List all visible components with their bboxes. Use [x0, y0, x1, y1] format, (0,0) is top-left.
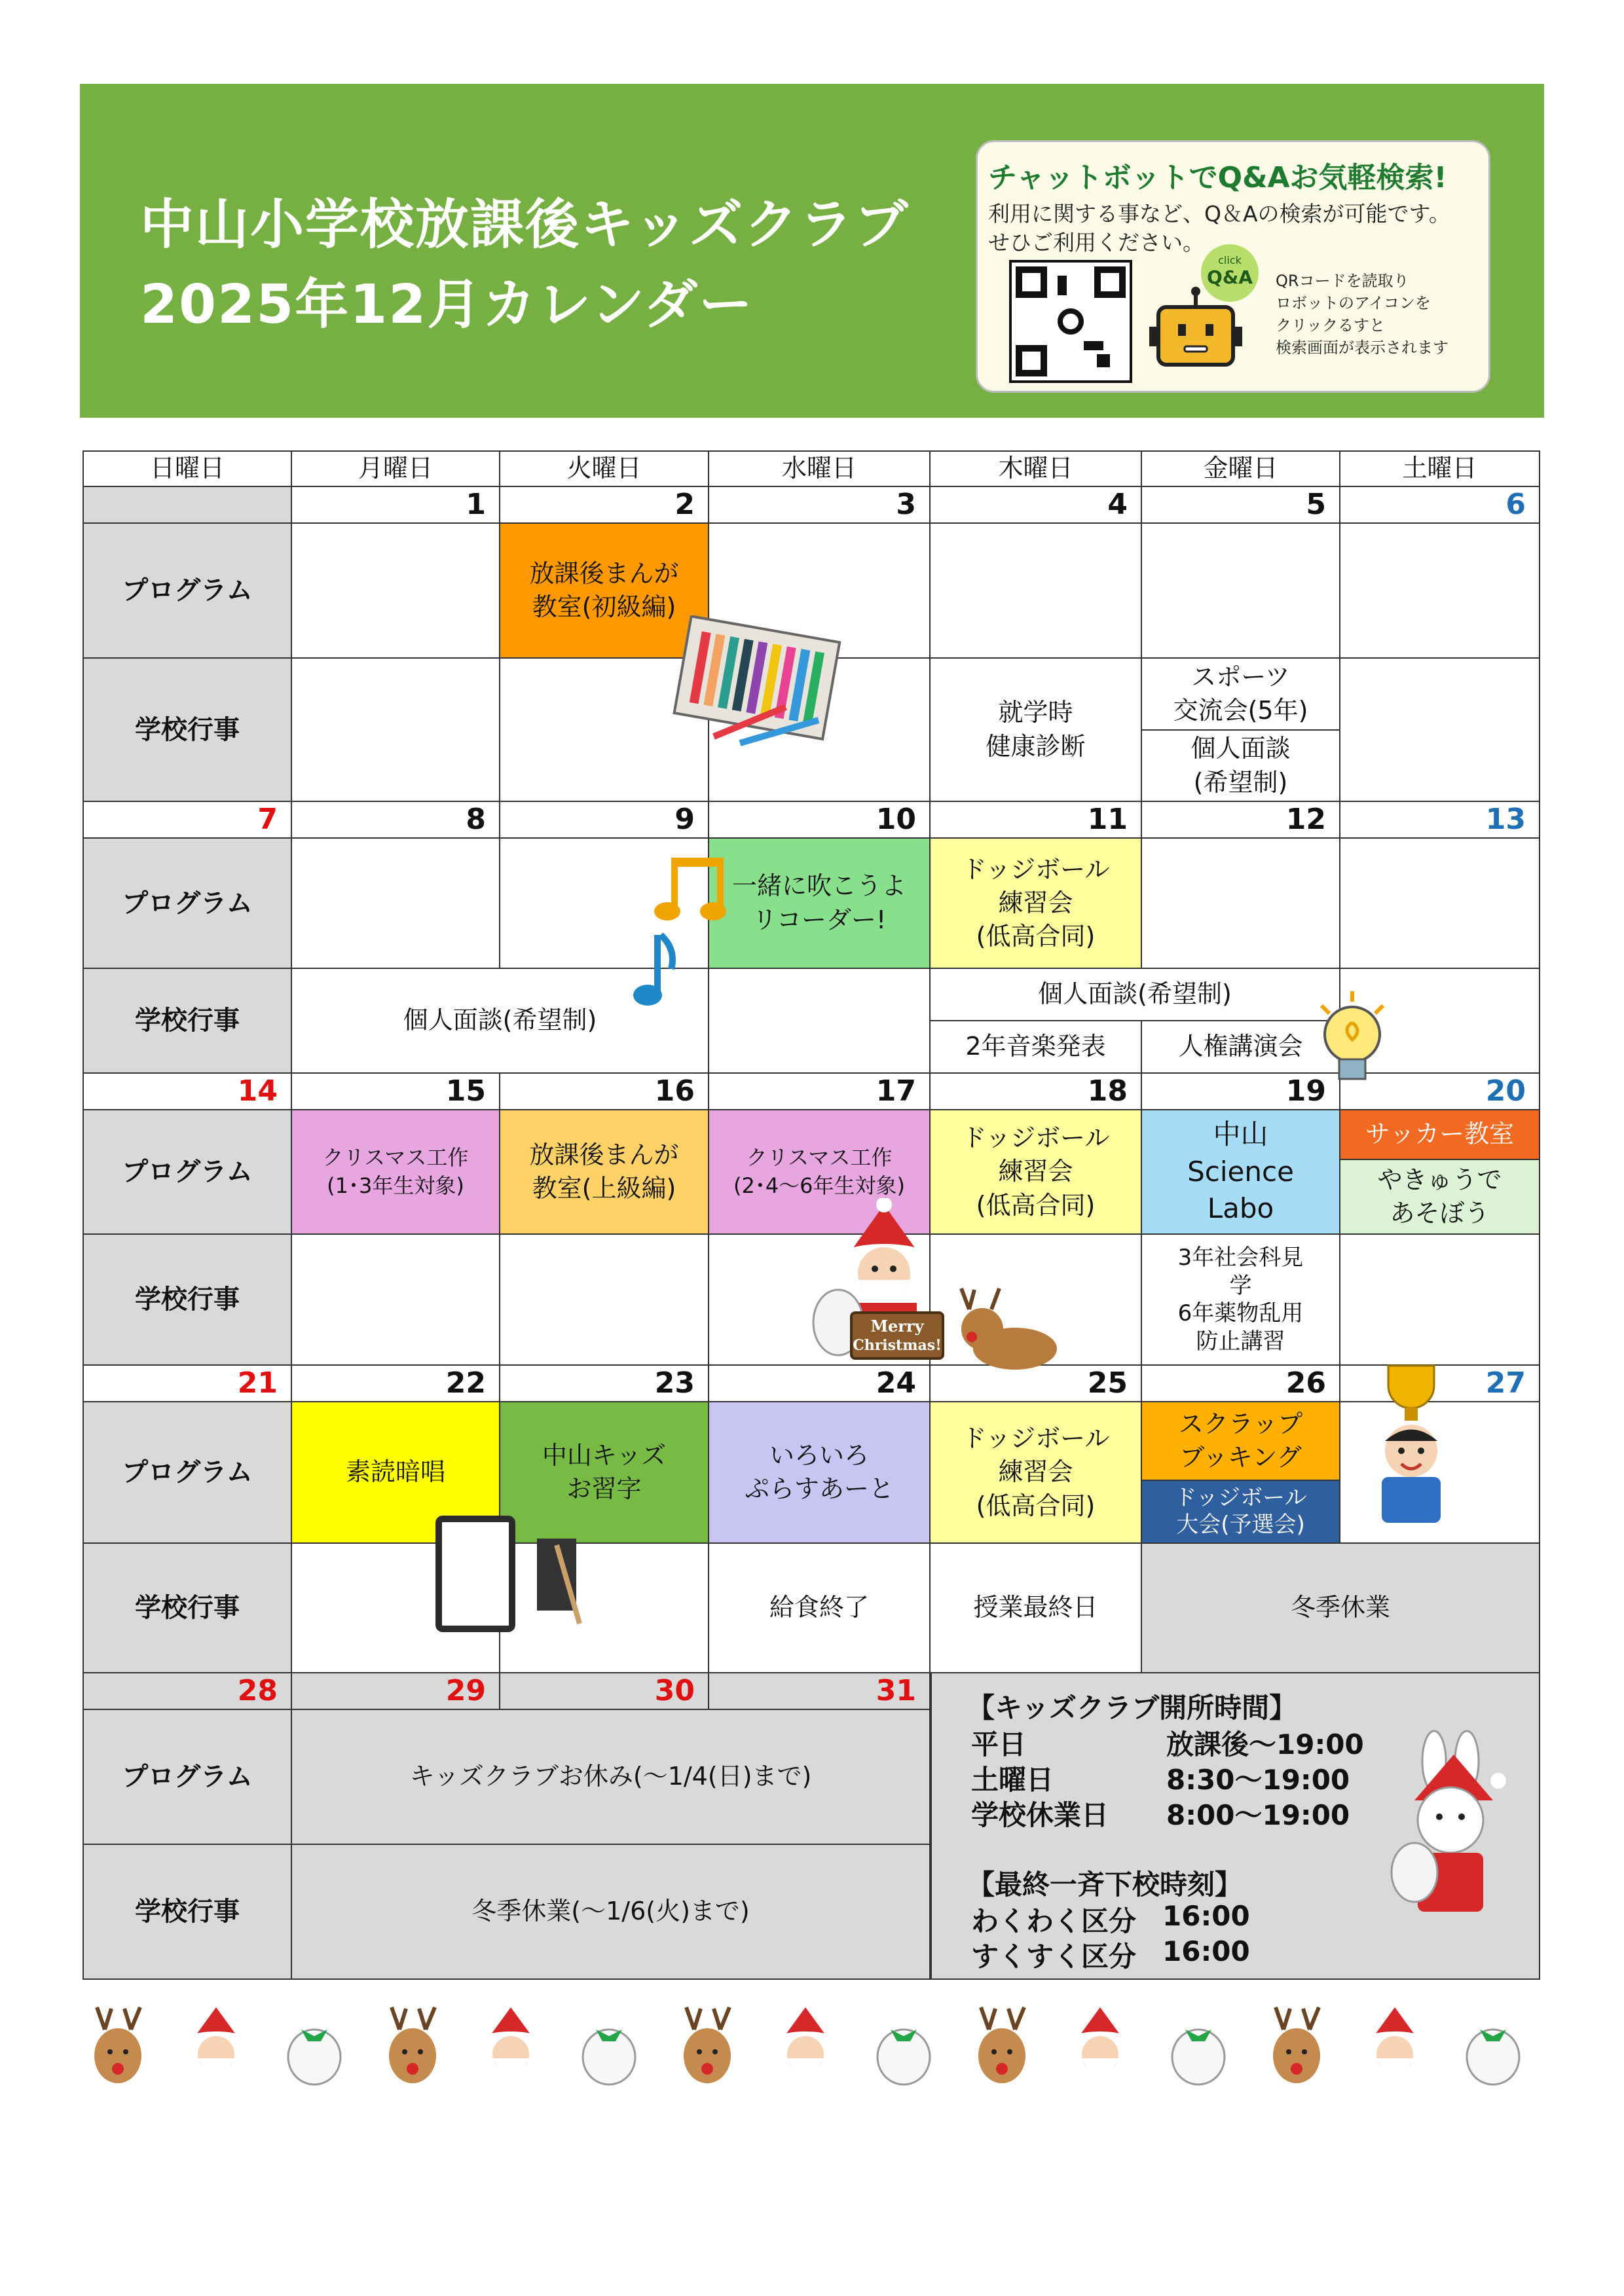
day-number: 26: [1141, 1364, 1340, 1402]
dismissal-label: わくわく区分: [971, 1905, 1137, 1937]
event-recorder: 一緒に吹こうよ リコーダー!: [708, 837, 931, 969]
event-dodgeball-practice: ドッジボール 練習会 (低高合同): [929, 1401, 1142, 1544]
gift-bag-icon: [871, 2003, 936, 2088]
day-number: 24: [708, 1364, 931, 1402]
chatbot-hint-3: クリックるすと: [1276, 316, 1386, 335]
trophy-kid-icon: [1362, 1359, 1460, 1523]
row-label-school: 学校行事: [83, 968, 292, 1074]
reindeer-icon: [950, 1283, 1061, 1375]
day-number: 31: [708, 1672, 931, 1710]
reindeer-icon: [85, 2003, 151, 2088]
row-label-school: 学校行事: [83, 1542, 292, 1673]
event-scrapbooking: スクラップ ブッキング: [1141, 1401, 1340, 1481]
hours-label: 学校休業日: [971, 1799, 1109, 1831]
santa-icon: [1067, 2003, 1133, 2088]
chatbot-hint-2: ロボットのアイコンを: [1276, 294, 1431, 312]
reindeer-icon: [1264, 2003, 1329, 2088]
event-cell: [291, 1233, 500, 1366]
day-number: 6: [1339, 486, 1540, 524]
music-note-blue-icon: [625, 930, 678, 1015]
day-number: 19: [1141, 1072, 1340, 1110]
event-last-class-day: 授業最終日: [929, 1542, 1142, 1673]
colored-pencils-icon: [668, 615, 845, 746]
day-number: 18: [929, 1072, 1142, 1110]
hours-value: 8:30～19:00: [1166, 1764, 1350, 1796]
event-lunch-end: 給食終了: [708, 1542, 931, 1673]
event-dodgeball-tournament: ドッジボール 大会(予選会): [1141, 1480, 1340, 1544]
svg-text:Christmas!: Christmas!: [853, 1337, 942, 1354]
event-cell: [1141, 837, 1340, 969]
event-calligraphy: 中山キッズ お習字: [499, 1401, 709, 1544]
santa-icon: [478, 2003, 544, 2088]
event-manga-beginner: 放課後まんが 教室(初級編): [499, 522, 709, 659]
page-title: 中山小学校放課後キッズクラブ: [140, 194, 910, 256]
event-cell: [291, 657, 500, 802]
chatbot-hint-1: QRコードを読取り: [1276, 272, 1409, 290]
dismissal-value: 16:00: [1162, 1900, 1250, 1932]
event-interview-montue: 個人面談(希望制): [291, 968, 709, 1074]
event-cell: [1141, 522, 1340, 659]
event-cell: [708, 968, 931, 1074]
chatbot-hint-4: 検索画面が表示されます: [1276, 338, 1449, 357]
santa-icon: [183, 2003, 249, 2088]
event-plus-art: いろいろ ぷらすあーと: [708, 1401, 931, 1544]
day-number: 23: [499, 1364, 709, 1402]
hours-value: 放課後～19:00: [1166, 1728, 1364, 1760]
event-xmas-craft-1-3: クリスマス工作 (1･3年生対象): [291, 1109, 500, 1235]
hours-heading: 【キッズクラブ開所時間】: [967, 1692, 1297, 1724]
day-number: 13: [1339, 801, 1540, 839]
event-winter-break: 冬季休業: [1141, 1542, 1540, 1673]
event-winter-break-until: 冬季休業(～1/6(火)まで): [291, 1844, 931, 1980]
gift-bag-icon: [1460, 2003, 1526, 2088]
day-number: 2: [499, 486, 709, 524]
day-number: 10: [708, 801, 931, 839]
svg-text:Q&A: Q&A: [1207, 266, 1253, 288]
row-label-program: プログラム: [83, 1709, 292, 1845]
santa-icon: [773, 2003, 838, 2088]
chatbot-text-1: 利用に関する事など、Q＆Aの検索が可能です。: [988, 201, 1450, 227]
event-cell: [1339, 837, 1540, 969]
event-cell: [499, 1233, 709, 1366]
event-manga-advanced: 放課後まんが 教室(上級編): [499, 1109, 709, 1235]
day-number: 15: [291, 1072, 500, 1110]
day-number: 5: [1141, 486, 1340, 524]
music-note-icon: [652, 851, 730, 930]
header-banner: [80, 84, 1544, 418]
day-number: 21: [83, 1364, 292, 1402]
day-number: 25: [929, 1364, 1142, 1402]
row-label-program: プログラム: [83, 837, 292, 969]
dismissal-value: 16:00: [1162, 1935, 1250, 1967]
event-recitation: 素読暗唱: [291, 1401, 500, 1544]
hours-value: 8:00～19:00: [1166, 1799, 1350, 1831]
row-label-school: 学校行事: [83, 1233, 292, 1366]
row-label-program: プログラム: [83, 1401, 292, 1544]
event-music-presentation: 2年音楽発表: [929, 1020, 1142, 1074]
santa-icon: [812, 1198, 969, 1394]
day-number: 28: [83, 1672, 292, 1710]
event-dodgeball-practice: ドッジボール 練習会 (低高合同): [929, 837, 1142, 969]
chatbot-heading: チャットボットでQ&Aお気軽検索!: [988, 161, 1447, 194]
day-number: 14: [83, 1072, 292, 1110]
day-number: 27: [1339, 1364, 1540, 1402]
day-number: 16: [499, 1072, 709, 1110]
click-qa-badge: [1194, 240, 1266, 306]
day-empty: [83, 486, 292, 524]
gift-bag-icon: [576, 2003, 642, 2088]
weekday-wed: 水曜日: [708, 450, 931, 487]
dismissal-label: すくすく区分: [971, 1941, 1137, 1973]
chatbot-box: [976, 140, 1490, 393]
event-cell: [1339, 522, 1540, 659]
event-field-trip-drug-lecture: 3年社会科見 学 6年薬物乱用 防止講習: [1141, 1233, 1340, 1366]
weekday-fri: 金曜日: [1141, 450, 1340, 487]
reindeer-icon: [380, 2003, 445, 2088]
hours-label: 平日: [971, 1728, 1027, 1760]
event-sports-exchange: スポーツ 交流会(5年): [1141, 657, 1340, 731]
day-number: 7: [83, 801, 292, 839]
chatbot-text-2: せひご利用ください。: [988, 230, 1204, 255]
dismissal-heading: 【最終一斉下校時刻】: [967, 1868, 1243, 1901]
day-number: 30: [499, 1672, 709, 1710]
day-number: 8: [291, 801, 500, 839]
gift-bag-icon: [1166, 2003, 1231, 2088]
day-number: 3: [708, 486, 931, 524]
event-health-check: 就学時 健康診断: [929, 657, 1142, 802]
svg-text:Merry: Merry: [870, 1317, 924, 1336]
day-number: 11: [929, 801, 1142, 839]
svg-text:click: click: [1218, 254, 1242, 266]
weekday-sun: 日曜日: [83, 450, 292, 487]
gift-bag-icon: [282, 2003, 347, 2088]
event-interview-thufri: 個人面談(希望制): [929, 968, 1340, 1021]
row-label-school: 学校行事: [83, 1844, 292, 1980]
event-baseball: やきゅうで あそぼう: [1339, 1159, 1540, 1235]
row-label-program: プログラム: [83, 522, 292, 659]
reindeer-icon: [674, 2003, 740, 2088]
event-cell: [929, 522, 1142, 659]
day-number: 12: [1141, 801, 1340, 839]
reindeer-icon: [969, 2003, 1035, 2088]
qr-code-icon[interactable]: [1009, 260, 1132, 383]
weekday-thu: 木曜日: [929, 450, 1142, 487]
day-number: 29: [291, 1672, 500, 1710]
event-science-labo: 中山 Science Labo: [1141, 1109, 1340, 1235]
event-xmas-craft-2-6: クリスマス工作 (2･4～6年生対象): [708, 1109, 931, 1235]
event-interview: 個人面談 (希望制): [1141, 729, 1340, 802]
event-cell: [291, 522, 500, 659]
event-club-closed: キッズクラブお休み(～1/4(日)まで): [291, 1709, 931, 1845]
day-number: 9: [499, 801, 709, 839]
hours-label: 土曜日: [971, 1764, 1054, 1796]
day-number: 1: [291, 486, 500, 524]
weekday-mon: 月曜日: [291, 450, 500, 487]
lightbulb-icon: [1310, 989, 1395, 1087]
event-cell: [1339, 1233, 1540, 1366]
row-label-school: 学校行事: [83, 657, 292, 802]
event-cell: [291, 837, 500, 969]
day-number: 4: [929, 486, 1142, 524]
calligraphy-set-icon: [432, 1512, 589, 1637]
event-dodgeball-practice: ドッジボール 練習会 (低高合同): [929, 1109, 1142, 1235]
day-number: 20: [1339, 1072, 1540, 1110]
event-human-rights-lecture: 人権講演会: [1141, 1020, 1340, 1074]
weekday-tue: 火曜日: [499, 450, 709, 487]
weekday-sat: 土曜日: [1339, 450, 1540, 487]
day-number: 17: [708, 1072, 931, 1110]
rabbit-santa-icon: [1388, 1728, 1519, 1925]
event-cell: [1339, 657, 1540, 802]
page-subtitle: 2025年12月カレンダー: [140, 274, 754, 336]
row-label-program: プログラム: [83, 1109, 292, 1235]
santa-icon: [1362, 2003, 1428, 2088]
day-number: 22: [291, 1364, 500, 1402]
event-soccer: サッカー教室: [1339, 1109, 1540, 1160]
